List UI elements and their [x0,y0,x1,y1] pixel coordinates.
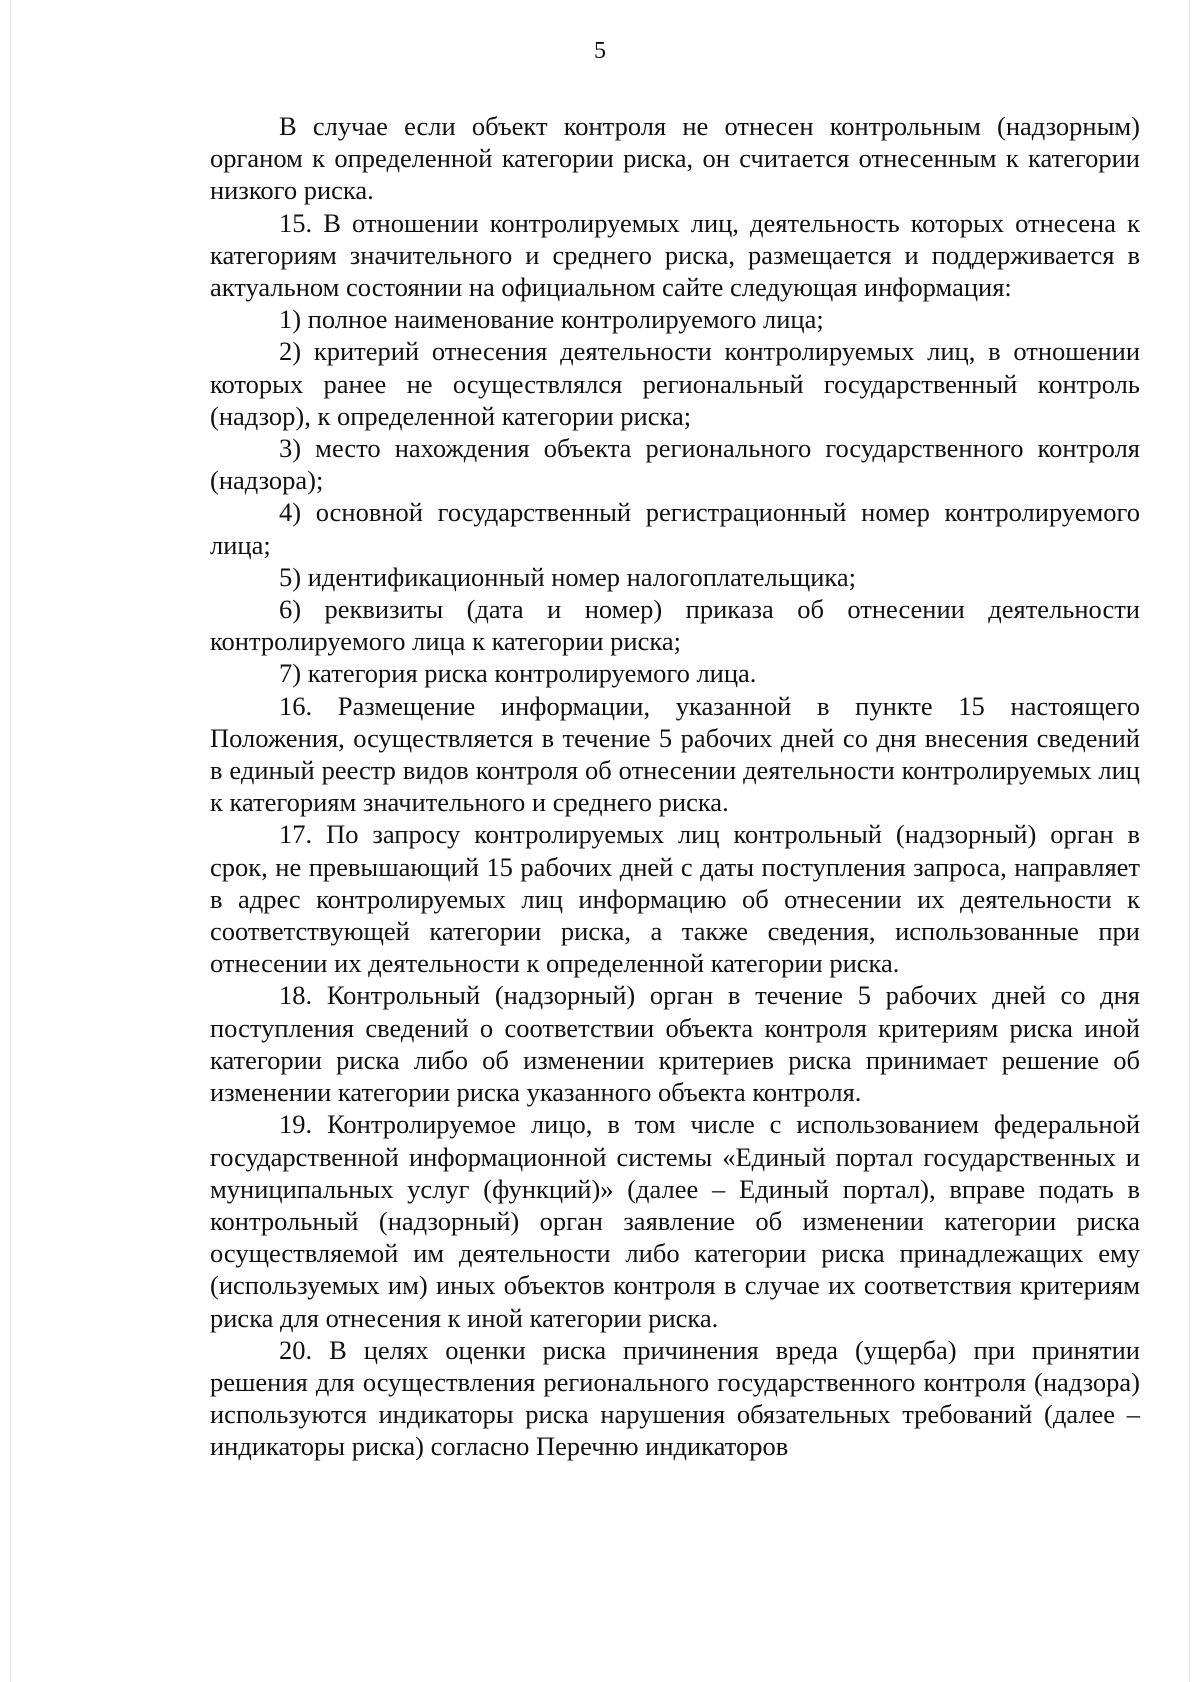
paragraph-19: 19. Контролируемое лицо, в том числе с использованием федеральной государственной информационной системы «Единый портал государственных и муниципальных услуг (функций)» (далее – Единый портал), вправе подать в контрольный (надзорный) орган заявление об изменении категории риска осуществляемой им деятельности либо категории риска принадлежащих ему (используемых им) иных объектов контроля в случае их соответствия критериям риска для отнесения к иной категории риска. [210,1109,1140,1333]
page-number: 5 [594,38,606,64]
list-item-6: 6) реквизиты (дата и номер) приказа об отнесении деятельности контролируемого лица к категории риска; [210,594,1140,657]
paragraph-16: 16. Размещение информации, указанной в пункте 15 настоящего Положения, осуществляется в течение 5 рабочих дней со дня внесения сведений в единый реестр видов контроля об отнесении деятельности контролируемых лиц к категориям значительного и среднего риска. [210,690,1140,818]
paragraph-18: 18. Контрольный (надзорный) орган в течение 5 рабочих дней со дня поступления сведений о соответствии объекта контроля критериям риска иной категории риска либо об изменении критериев риска принимает решение об изменении категории риска указанного объекта контроля. [210,980,1140,1108]
list-item-4: 4) основной государственный регистрационный номер контролируемого лица; [210,497,1140,560]
list-item-1: 1) полное наименование контролируемого лица; [279,304,824,335]
scan-edge-left [10,0,11,1682]
list-item-5: 5) идентификационный номер налогоплательщика; [279,561,857,592]
list-item-7: 7) категория риска контролируемого лица. [279,658,757,689]
scan-edge-right [1189,0,1190,1682]
paragraph-20: 20. В целях оценки риска причинения вреда (ущерба) при принятии решения для осуществления регионального государственного контроля (надзора) используются индикаторы риска нарушения обязательных требований (далее – индикаторы риска) согласно Перечню индикаторов [210,1334,1140,1462]
paragraph-17: 17. По запросу контролируемых лиц контрольный (надзорный) орган в срок, не превышающий 15 рабочих дней с даты поступления запроса, направляет в адрес контролируемых лиц информацию об отнесении их деятельности к соответствующей категории риска, а также сведения, использованные при отнесении их деятельности к определенной категории риска. [210,819,1140,979]
paragraph-low-risk-default: В случае если объект контроля не отнесен контрольным (надзорным) органом к определенной категории риска, он считается отнесенным к категории низкого риска. [210,111,1140,206]
list-item-3: 3) место нахождения объекта регионального государственного контроля (надзора); [210,433,1140,496]
document-body [210,110,1140,1463]
list-item-2: 2) критерий отнесения деятельности контролируемых лиц, в отношении которых ранее не осуществлялся региональный государственный контроль (надзор), к определенной категории риска; [210,336,1140,431]
paragraph-15: 15. В отношении контролируемых лиц, деятельность которых отнесена к категориям значительного и среднего риска, размещается и поддерживается в актуальном состоянии на официальном сайте следующая информация: [210,207,1140,303]
